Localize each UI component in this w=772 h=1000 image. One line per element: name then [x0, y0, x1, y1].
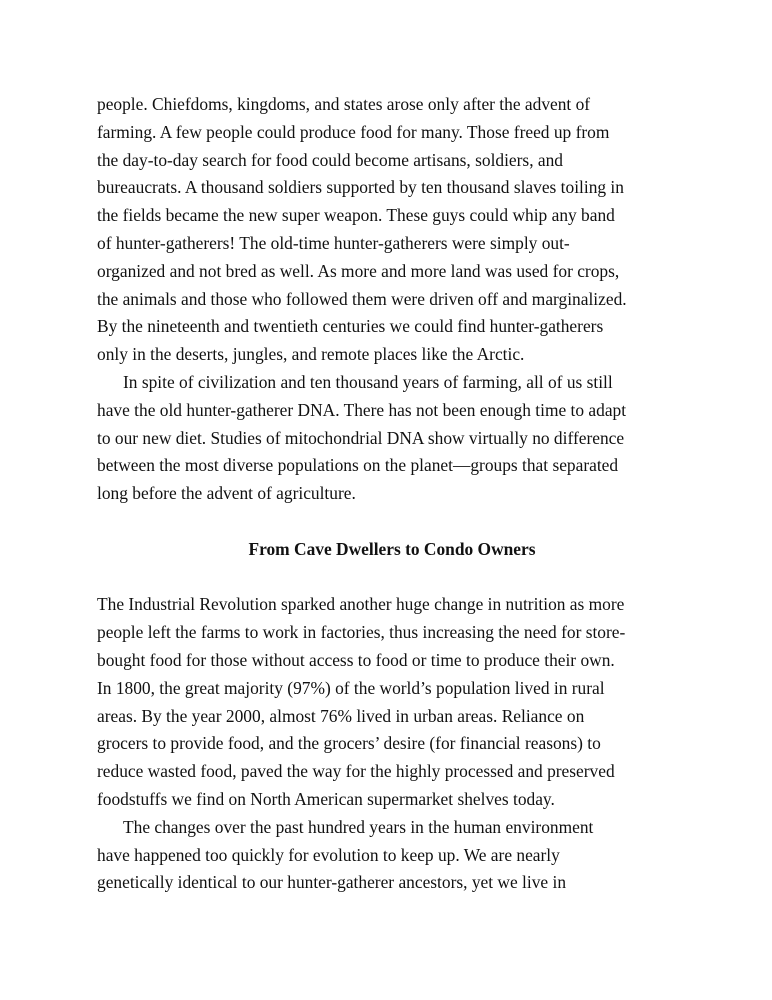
- text-line: grocers to provide food, and the grocers’ desire (for financial reasons) to: [97, 733, 601, 754]
- text-line: areas. By the year 2000, almost 76% lived in urban areas. Reliance on: [97, 705, 585, 726]
- text-line: By the nineteenth and twentieth centuries we could find hunter-gatherers: [97, 316, 604, 337]
- paragraph-4: [97, 814, 687, 897]
- text-line: farming. A few people could produce food for many. Those freed up from: [97, 121, 610, 142]
- text-line: the day-to-day search for food could become artisans, soldiers, and: [97, 149, 564, 170]
- text-line: have happened too quickly for evolution to keep up. We are nearly: [97, 844, 560, 865]
- text-line: organized and not bred as well. As more and more land was used for crops,: [97, 260, 620, 281]
- text-line: long before the advent of agriculture.: [97, 483, 356, 504]
- text-line: bureaucrats. A thousand soldiers supported by ten thousand slaves toiling in: [97, 177, 624, 198]
- text-line: people. Chiefdoms, kingdoms, and states arose only after the advent of: [97, 94, 591, 114]
- text-line: genetically identical to our hunter-gatherer ancestors, yet we live in: [97, 872, 567, 893]
- text-line: In 1800, the great majority (97%) of the world’s population lived in rural: [97, 677, 605, 698]
- paragraph-3: [97, 591, 687, 813]
- text-line: have the old hunter-gatherer DNA. There has not been enough time to adapt: [97, 399, 627, 420]
- paragraphs-after-heading: [97, 591, 687, 897]
- paragraph-1: [97, 91, 687, 369]
- text-line: people left the farms to work in factories, thus increasing the need for store-: [97, 622, 626, 643]
- text-line-indented: The changes over the past hundred years in the human environment: [123, 816, 594, 837]
- book-page: [97, 91, 687, 897]
- paragraph-2: [97, 369, 687, 508]
- text-line: to our new diet. Studies of mitochondrial DNA show virtually no difference: [97, 427, 625, 448]
- section-heading: From Cave Dwellers to Condo Owners: [248, 538, 536, 559]
- text-line: only in the deserts, jungles, and remote places like the Arctic.: [97, 344, 525, 365]
- text-line: the fields became the new super weapon. These guys could whip any band: [97, 205, 615, 226]
- text-line: reduce wasted food, paved the way for the highly processed and preserved: [97, 761, 615, 782]
- text-line: The Industrial Revolution sparked another huge change in nutrition as more: [97, 594, 625, 615]
- text-line: bought food for those without access to food or time to produce their own.: [97, 649, 615, 670]
- text-line: the animals and those who followed them were driven off and marginalized.: [97, 288, 627, 309]
- paragraphs-before-heading: [97, 91, 687, 508]
- text-line: of hunter-gatherers! The old-time hunter-gatherers were simply out-: [97, 232, 570, 253]
- text-line: foodstuffs we find on North American supermarket shelves today.: [97, 788, 555, 809]
- text-line: between the most diverse populations on the planet—groups that separated: [97, 455, 619, 476]
- text-line-indented: In spite of civilization and ten thousand years of farming, all of us still: [123, 371, 613, 392]
